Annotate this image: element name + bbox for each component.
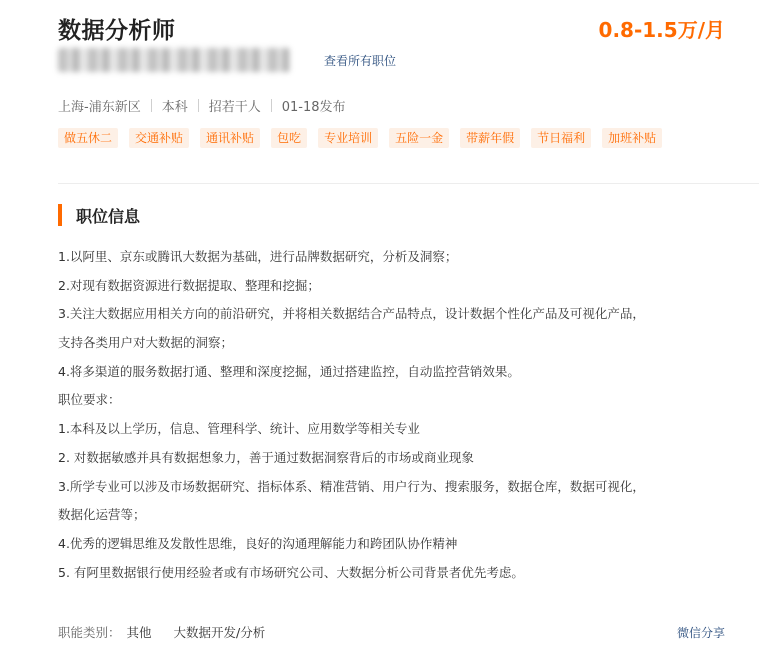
description-line: 3.关注大数据应用相关方向的前沿研究，并将相关数据结合产品特点，设计数据个性化产品及可视化产品， <box>58 306 645 322</box>
job-meta <box>58 96 346 115</box>
job-headcount: 招若干人 <box>208 100 261 115</box>
meta-separator <box>198 99 199 112</box>
benefit-tag: 包吃 <box>271 128 307 148</box>
company-name-blurred[interactable] <box>58 48 290 72</box>
description-line: 支持各类用户对大数据的洞察； <box>58 335 234 351</box>
job-location: 上海-浦东新区 <box>58 100 141 115</box>
benefit-tag: 节日福利 <box>531 128 591 148</box>
job-description <box>58 243 728 587</box>
description-line: 5. 有阿里数据银行使用经验者或有市场研究公司、大数据分析公司背景者优先考虑。 <box>58 564 524 580</box>
job-education: 本科 <box>161 100 188 115</box>
description-line: 4.优秀的逻辑思维及发散性思维，良好的沟通理解能力和跨团队协作精神 <box>58 535 458 551</box>
description-line: 2.对现有数据资源进行数据提取、整理和挖掘； <box>58 277 320 293</box>
view-all-jobs-link[interactable]: 查看所有职位 <box>324 54 397 68</box>
meta-separator <box>151 99 152 112</box>
description-line: 职位要求： <box>58 392 121 408</box>
benefit-tag: 五险一金 <box>389 128 449 148</box>
benefit-tag: 专业培训 <box>318 128 378 148</box>
benefit-tags <box>58 128 662 148</box>
section-divider <box>58 183 759 184</box>
description-line: 1.本科及以上学历，信息、管理科学、统计、应用数学等相关专业 <box>58 421 420 437</box>
job-category-item: 其他 <box>126 625 152 640</box>
salary: 0.8-1.5万/月 <box>598 18 725 42</box>
meta-separator <box>271 99 272 112</box>
benefit-tag: 通讯补贴 <box>200 128 260 148</box>
section-title: 职位信息 <box>76 206 141 226</box>
wechat-share-link[interactable]: 微信分享 <box>676 626 725 640</box>
job-category-label: 职能类别： <box>58 625 121 640</box>
job-category <box>58 623 281 641</box>
description-line: 2. 对数据敏感并具有数据想象力，善于通过数据洞察背后的市场或商业现象 <box>58 449 474 465</box>
section-accent-bar <box>58 204 62 226</box>
description-line: 数据化运营等； <box>58 507 146 523</box>
section-header <box>58 203 140 227</box>
benefit-tag: 加班补贴 <box>602 128 662 148</box>
benefit-tag: 带薪年假 <box>460 128 520 148</box>
job-post-date: 01-18发布 <box>281 100 346 115</box>
job-category-item: 大数据开发/分析 <box>173 625 266 640</box>
benefit-tag: 做五休二 <box>58 128 118 148</box>
benefit-tag: 交通补贴 <box>129 128 189 148</box>
description-line: 4.将多渠道的服务数据打通、整理和深度挖掘，通过搭建监控，自动监控营销效果。 <box>58 363 520 379</box>
description-line: 3.所学专业可以涉及市场数据研究、指标体系、精准营销、用户行为、搜索服务，数据仓库，数据可视化， <box>58 478 645 494</box>
job-title: 数据分析师 <box>58 18 176 44</box>
description-line: 1.以阿里、京东或腾讯大数据为基础，进行品牌数据研究，分析及洞察； <box>58 249 458 264</box>
